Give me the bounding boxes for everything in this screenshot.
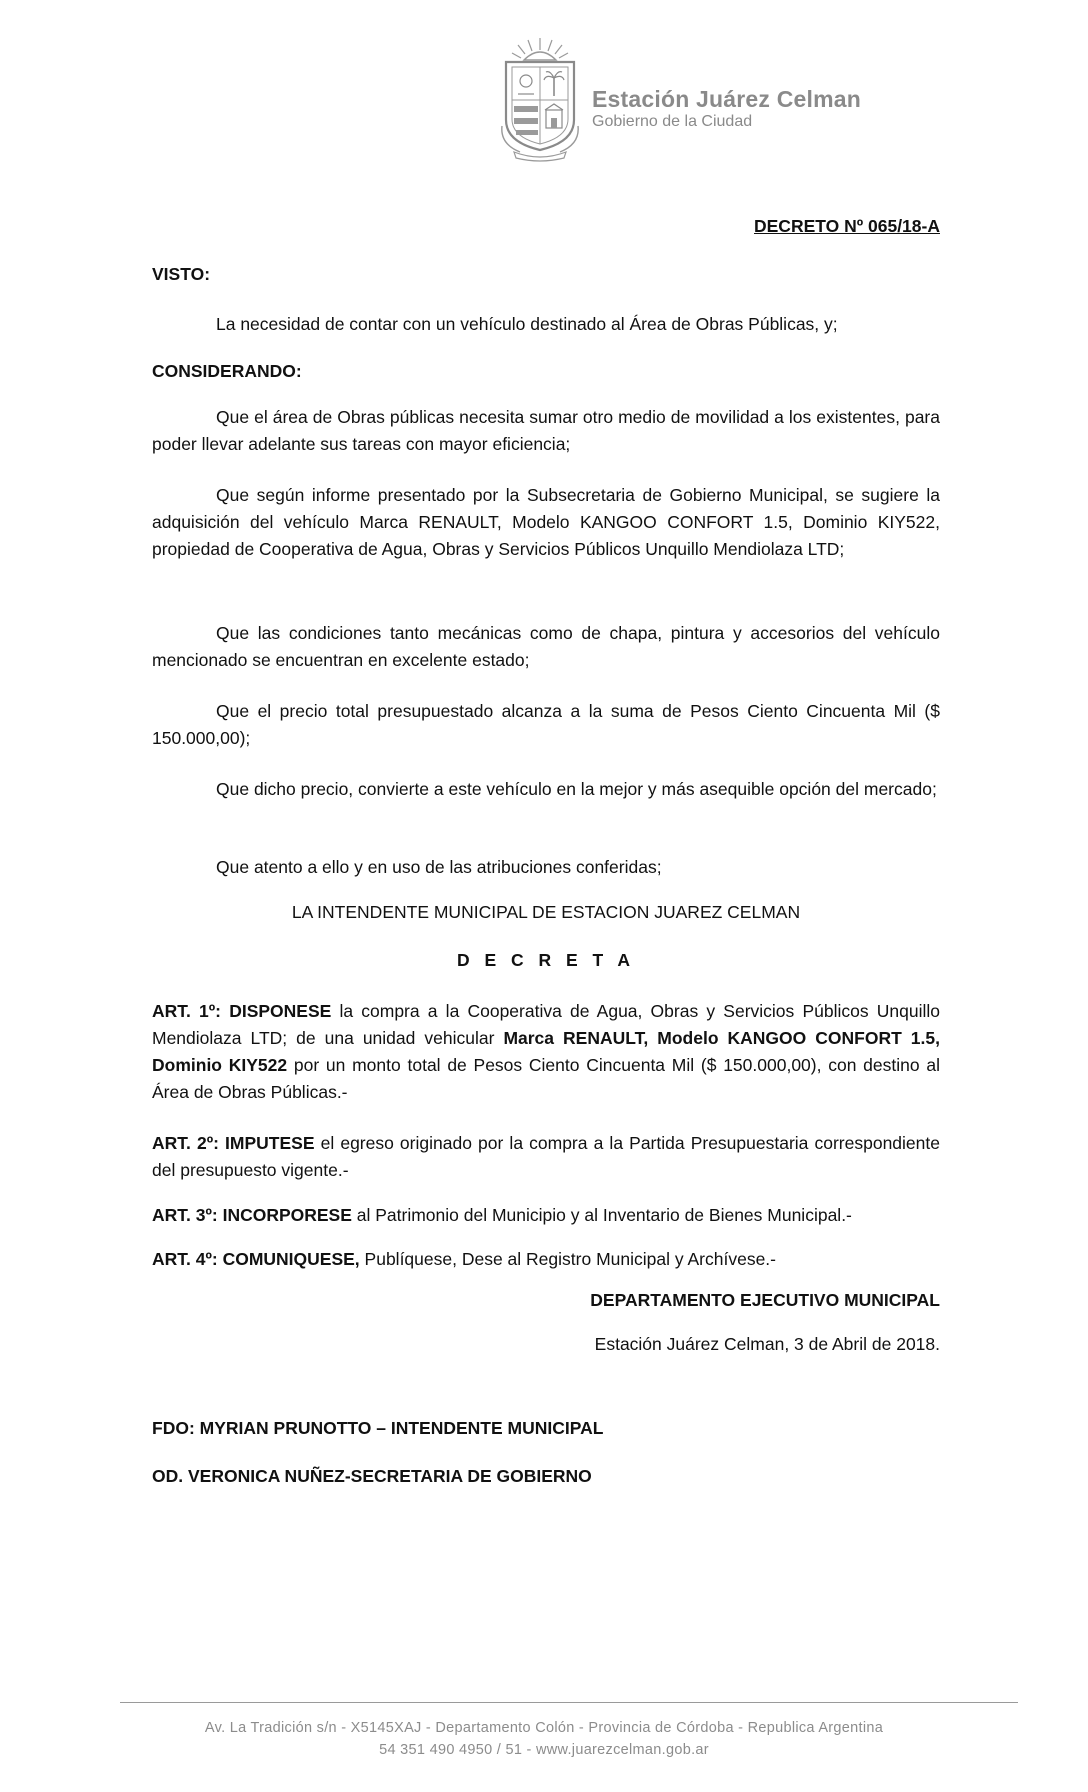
considerando-heading: CONSIDERANDO:	[152, 361, 302, 381]
article-2-label: ART. 2º:	[152, 1133, 219, 1153]
decree-number: DECRETO Nº 065/18-A	[754, 216, 940, 236]
footer-contact: 54 351 490 4950 / 51 - www.juarezcelman.gob.ar	[379, 1742, 709, 1758]
letterhead	[490, 34, 910, 164]
visto-paragraph: La necesidad de contar con un vehículo destinado al Área de Obras Públicas, y;	[216, 314, 838, 334]
considerando-paragraph-6: Que atento a ello y en uso de las atribuciones conferidas;	[216, 857, 662, 877]
article-1-verb: DISPONESE	[229, 1001, 332, 1021]
article-1-text-a: la compra a la Cooperativa de Agua, Obras y Servicios Públicos Unquillo Mendiolaza LTD; de una unidad vehicular	[152, 1001, 940, 1048]
article-2-text: el egreso originado por la compra a la Partida Presupuestaria correspondiente del presupuesto vigente.-	[152, 1133, 940, 1180]
considerando-paragraph-1: Que el área de Obras públicas necesita sumar otro medio de movilidad a los existentes, para poder llevar adelante sus tareas con mayor eficiencia;	[152, 407, 940, 454]
signature-intendente: FDO: MYRIAN PRUNOTTO – INTENDENTE MUNICIPAL	[152, 1418, 604, 1438]
considerando-paragraph-4: Que el precio total presupuestado alcanza a la suma de Pesos Ciento Cincuenta Mil ($ 150.000,00);	[152, 701, 940, 748]
article-1	[152, 998, 940, 1106]
considerando-paragraph-3: Que las condiciones tanto mecánicas como de chapa, pintura y accesorios del vehículo mencionado se encuentran en excelente estado;	[152, 623, 940, 670]
municipal-crest-icon	[490, 34, 590, 162]
considerando-paragraph-2: Que según informe presentado por la Subsecretaria de Gobierno Municipal, se sugiere la adquisición del vehículo Marca RENAULT, Modelo KANGOO CONFORT 1.5, Dominio KIY522, propiedad de Cooperativa de Agua, Obras y Servicios Públicos Unquillo Mendiolaza LTD;	[152, 485, 940, 559]
footer-divider	[120, 1702, 1018, 1703]
organization-name: Estación Juárez Celman	[592, 86, 862, 112]
authority-line: LA INTENDENTE MUNICIPAL DE ESTACION JUAREZ CELMAN	[291, 902, 801, 922]
decreta-heading: D E C R E T A	[456, 950, 636, 970]
visto-heading: VISTO:	[152, 264, 211, 284]
article-2-verb: IMPUTESE	[225, 1133, 315, 1153]
considerando-paragraph-5: Que dicho precio, convierte a este vehículo en la mejor y más asequible opción del mercado;	[216, 779, 937, 799]
organization-subtitle: Gobierno de la Ciudad	[592, 113, 753, 130]
article-3-text: al Patrimonio del Municipio y al Inventario de Bienes Municipal.-	[351, 1205, 852, 1225]
article-4	[152, 1246, 940, 1273]
article-2	[152, 1130, 940, 1184]
article-1-label: ART. 1º:	[152, 1001, 222, 1021]
place-date: Estación Juárez Celman, 3 de Abril de 2018.	[594, 1334, 940, 1354]
signature-secretaria: OD. VERONICA NUÑEZ-SECRETARIA DE GOBIERNO	[152, 1466, 592, 1486]
article-3	[152, 1202, 940, 1229]
article-3-verb: INCORPORESE	[222, 1205, 352, 1225]
article-4-text: Publíquese, Dese al Registro Municipal y Archívese.-	[359, 1249, 776, 1269]
article-4-label: ART. 4º:	[152, 1249, 218, 1269]
footer-address: Av. La Tradición s/n - X5145XAJ - Departamento Colón - Provincia de Córdoba - Republica Argentina	[204, 1720, 884, 1736]
article-3-label: ART. 3º:	[152, 1205, 218, 1225]
department-line: DEPARTAMENTO EJECUTIVO MUNICIPAL	[590, 1290, 940, 1310]
article-4-verb: COMUNIQUESE,	[222, 1249, 360, 1269]
article-1-text-c: por un monto total de Pesos Ciento Cincuenta Mil ($ 150.000,00), con destino al Área de Obras Públicas.-	[152, 1055, 940, 1102]
article-1-vehicle: Marca RENAULT, Modelo KANGOO CONFORT 1.5, Dominio KIY522	[152, 1028, 940, 1075]
